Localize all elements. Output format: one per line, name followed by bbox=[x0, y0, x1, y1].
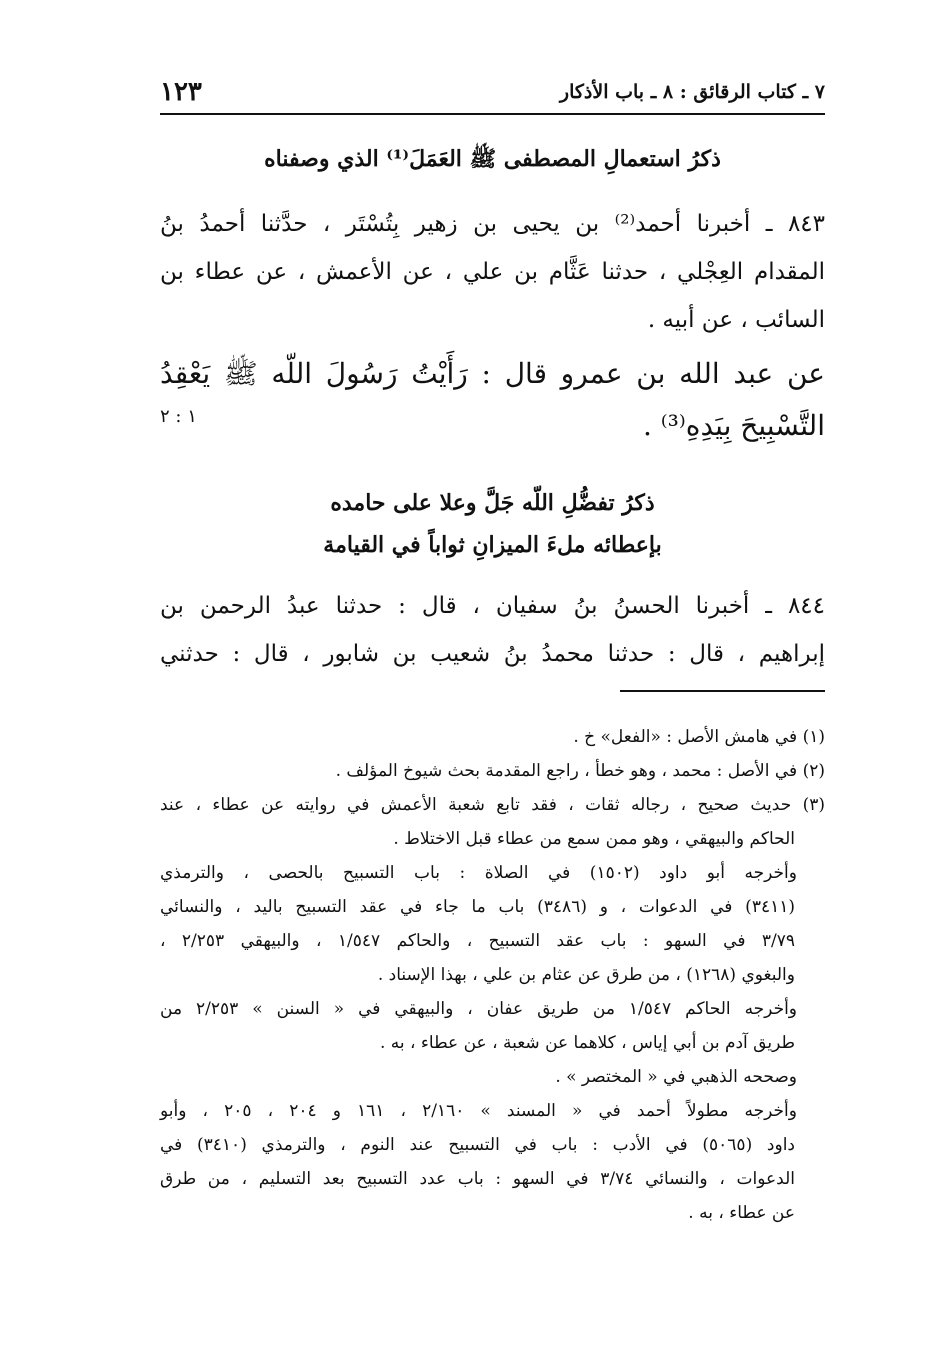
footnote-line: (١) في هامش الأصل : «الفعل» خ . bbox=[573, 727, 825, 747]
side-reference: ١ : ٢ bbox=[160, 406, 197, 427]
section2-heading-line1: ذكرُ تفضُّلِ اللّه جَلَّ وعلا على حامده bbox=[330, 490, 655, 516]
section2-isnad bbox=[160, 582, 825, 678]
hadith-line: التَّسْبِيحَ بِيَدِهِ⁽³⁾ . bbox=[642, 409, 825, 442]
footnote-line: الدعوات ، والنسائي ٣/٧٤ في السهو : باب عدد التسبيح بعد التسليم ، من طرق bbox=[160, 1169, 795, 1189]
footnote-separator bbox=[620, 690, 825, 692]
section2-heading-line2: بإعطائه ملءَ الميزانِ ثواباً في القيامة bbox=[323, 532, 662, 558]
footnote-line: عن عطاء ، به . bbox=[688, 1203, 795, 1223]
section1-heading: ذكرُ استعمالِ المصطفى ﷺ العَمَلَ⁽¹⁾ الذي وصفناه bbox=[264, 146, 721, 172]
footnote-line: الحاكم والبيهقي ، وهو ممن سمع من عطاء قبل الاختلاط . bbox=[393, 829, 795, 849]
footnote-line: وأخرجه أبو داود (١٥٠٢) في الصلاة : باب التسبيح بالحصى ، والترمذي bbox=[160, 863, 797, 883]
footnote-line: (٣) حديث صحيح ، رجاله ثقات ، فقد تابع شعبة الأعمش في روايته عن عطاء ، عند bbox=[160, 795, 825, 815]
footnote-line: طريق آدم بن أبي إياس ، كلاهما عن شعبة ، عن عطاء ، به . bbox=[379, 1033, 795, 1053]
footnote-line: ٣/٧٩ في السهو : باب عقد التسبيح ، والحاكم ١/٥٤٧ ، والبيهقي ٢/٢٥٣ ، bbox=[160, 931, 795, 951]
isnad-line: السائب ، عن أبيه . bbox=[647, 307, 825, 333]
isnad-line: ٨٤٣ ـ أخبرنا أحمد⁽²⁾ بن يحيى بن زهير بِتُسْتَر ، حدَّثنا أحمدُ بنُ bbox=[160, 211, 825, 237]
isnad-line: ٨٤٤ ـ أخبرنا الحسنُ بنُ سفيان ، قال : حدثنا عبدُ الرحمن بن bbox=[160, 593, 825, 619]
hadith-line: عن عبد الله بن عمرو قال : رَأَيْتُ رَسُولَ اللّه ﷺ يَعْقِدُ bbox=[160, 357, 825, 390]
page-number: ١٢٣ bbox=[160, 77, 202, 107]
footnotes bbox=[160, 720, 825, 1230]
footnote-line: داود (٥٠٦٥) في الأدب : باب في التسبيح عند النوم ، والترمذي (٣٤١٠) في bbox=[160, 1135, 795, 1155]
footnote-line: وأخرجه الحاكم ١/٥٤٧ من طريق عفان ، والبيهقي في « السنن » ٢/٢٥٣ من bbox=[160, 999, 798, 1019]
footnote-line: والبغوي (١٢٦٨) ، من طرق عن عثام بن علي ، بهذا الإسناد . bbox=[377, 965, 795, 985]
section1-hadith bbox=[160, 348, 825, 452]
footnote-line: وصححه الذهبي في « المختصر » . bbox=[555, 1067, 797, 1087]
running-title: ٧ ـ كتاب الرقائق : ٨ ـ باب الأذكار bbox=[559, 81, 825, 103]
isnad-line: إبراهيم ، قال : حدثنا محمدُ بنُ شعيب بن شابور ، قال : حدثني bbox=[160, 641, 825, 667]
isnad-line: المقدام العِجْلي ، حدثنا عَثَّام بن علي ، عن الأعمش ، عن عطاء بن bbox=[160, 259, 825, 285]
page-header bbox=[160, 72, 825, 112]
header-rule bbox=[160, 113, 825, 115]
footnote-line: وأخرجه مطولاً أحمد في « المسند » ٢/١٦٠ ، ١٦١ و ٢٠٤ ، ٢٠٥ ، وأبو bbox=[160, 1101, 797, 1121]
footnote-line: (٣٤١١) في الدعوات ، و (٣٤٨٦) باب ما جاء في عقد التسبيح باليد ، والنسائي bbox=[160, 897, 795, 917]
section1-isnad bbox=[160, 200, 825, 344]
footnote-line: (٢) في الأصل : محمد ، وهو خطأ ، راجع المقدمة بحث شيوخ المؤلف . bbox=[335, 761, 825, 781]
